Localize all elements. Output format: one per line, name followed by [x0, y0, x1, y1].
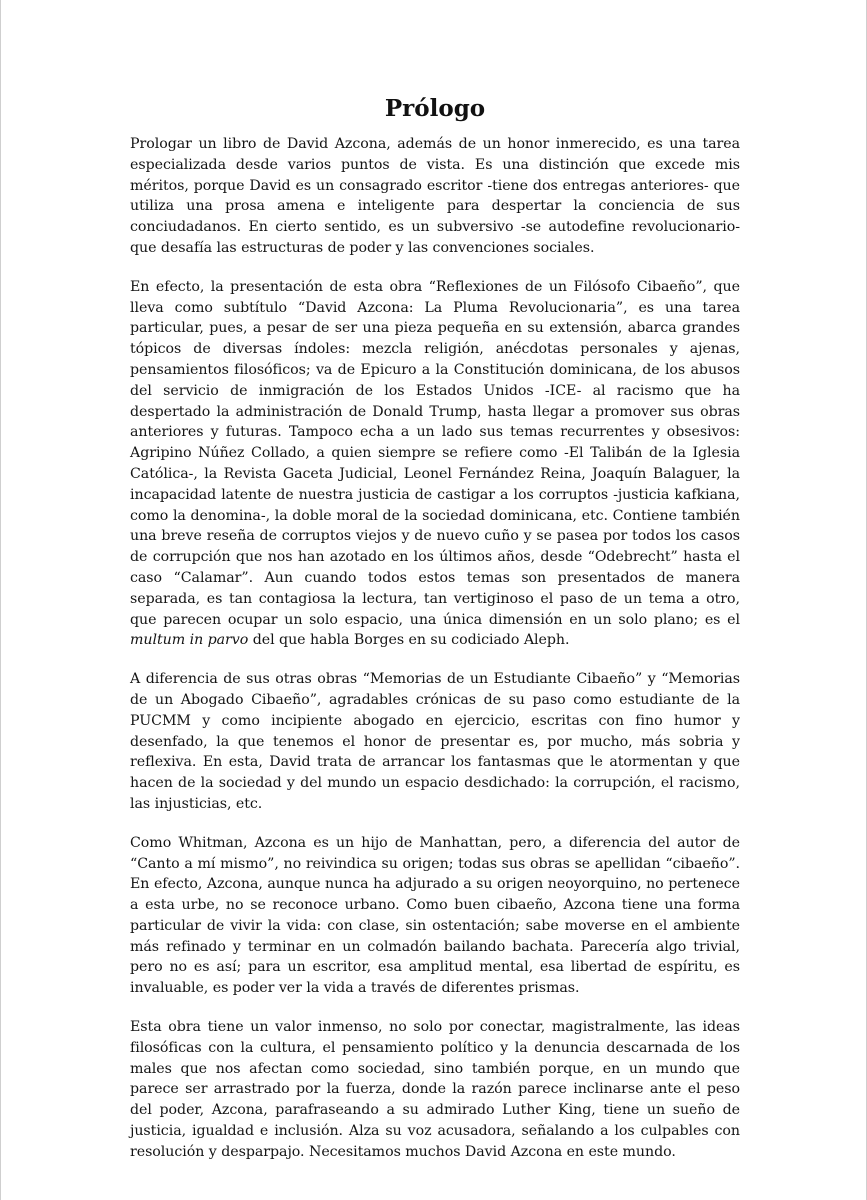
page-content [130, 94, 740, 1181]
paragraph-4: Como Whitman, Azcona es un hijo de Manhattan, pero, a diferencia del autor de “Canto a mí mismo”, no reivindica su origen; todas sus obras se apellidan “cibaeño”. En efecto, Azcona, aunque nunca ha adjurado a su origen neoyorquino, no pertenece a esta urbe, no se reconoce urbano. Como buen cibaeño, Azcona tiene una forma particular de vivir la vida: con clase, sin ostentación; sabe moverse en el ambiente más refinado y terminar en un colmadón bailando bachata. Parecería algo trivial, pero no es así; para un escritor, esa amplitud mental, esa libertad de espíritu, es invaluable, es poder ver la vida a través de diferentes prismas. [130, 834, 740, 997]
paragraph-5: Esta obra tiene un valor inmenso, no solo por conectar, magistralmente, las ideas filosóficas con la cultura, el pensamiento político y la denuncia descarnada de los males que nos afectan como sociedad, sino también porque, en un mundo que parece ser arrastrado por la fuerza, donde la razón parece inclinarse ante el peso del poder, Azcona, parafraseando a su admirado Luther King, tiene un sueño de justicia, igualdad e inclusión. Alza su voz acusadora, señalando a los culpables con resolución y desparpajo. Necesitamos muchos David Azcona en este mundo. [130, 1019, 740, 1160]
paragraph-1: Prologar un libro de David Azcona, además de un honor inmerecido, es una tarea especializada desde varios puntos de vista. Es una distinción que excede mis méritos, porque David es un consagrado escritor -tiene dos entregas anteriores- que utiliza una prosa amena e inteligente para despertar la conciencia de sus conciudadanos. En cierto sentido, es un subversivo -se autodefine revolucionario- que desafía las estructuras de poder y las convenciones sociales. [130, 136, 740, 256]
paragraph-2-text-end: del que habla Borges en su codiciado Aleph. [248, 632, 570, 649]
paragraph-2-text-start: En efecto, la presentación de esta obra “Reflexiones de un Filósofo Cibaeño”, que lleva como subtítulo “David Azcona: La Pluma Revolucionaria”, es una tarea particular, pues, a pesar de ser una pieza pequeña en su extensión, abarca grandes tópicos de diversas índoles: mezcla religión, anécdotas personales y ajenas, pensamientos filosóficos; va de Epicuro a la Constitución dominicana, de los abusos del servicio de inmigración de los Estados Unidos -ICE- al racismo que ha despertado la administración de Donald Trump, hasta llegar a promover sus obras anteriores y futuras. Tampoco echa a un lado sus temas recurrentes y obsesivos: Agripino Núñez Collado, a quien siempre se refiere como -El Talibán de la Iglesia Católica-, la Revista Gaceta Judicial, Leonel Fernández Reina, Joaquín Balaguer, la incapacidad latente de nuestra justicia de castigar a los corruptos -justicia kafkiana, como la denomina-, la doble moral de la sociedad dominicana, etc. Contiene también una breve reseña de corruptos viejos y de nuevo cuño y se pasea por todos los casos de corrupción que nos han azotado en los últimos años, desde “Odebrecht” hasta el caso “Calamar”. Aun cuando todos estos temas son presentados de manera separada, es tan contagiosa la lectura, tan vertiginoso el paso de un tema a otro, que parecen ocupar un solo espacio, una única dimensión en un solo plano; es el [130, 278, 740, 628]
paragraph-3: A diferencia de sus otras obras “Memorias de un Estudiante Cibaeño” y “Memorias de un Abogado Cibaeño”, agradables crónicas de su paso como estudiante de la PUCMM y como incipiente abogado en ejercicio, escritas con fino humor y desenfado, la que tenemos el honor de presentar es, por mucho, más sobria y reflexiva. En esta, David trata de arrancar los fantasmas que le atormentan y que hacen de la sociedad y del mundo un espacio desdichado: la corrupción, el racismo, las injusticias, etc. [130, 671, 740, 812]
page-title: Prólogo [384, 95, 486, 122]
paragraph-2-italic-phrase: multum in parvo [130, 632, 249, 649]
paragraph-2 [130, 277, 740, 651]
